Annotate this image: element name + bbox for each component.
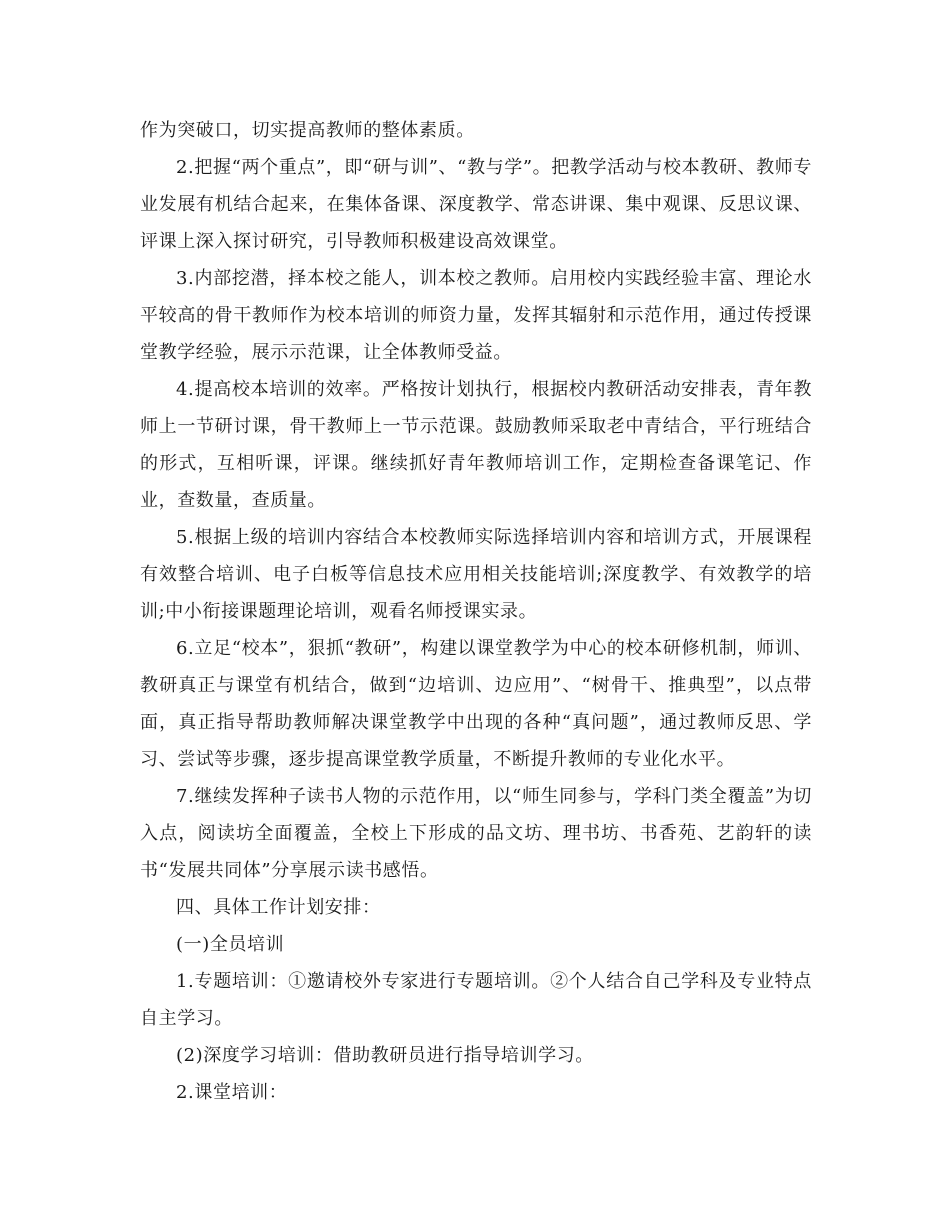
paragraph-item-6: 6.立足“校本”，狠抓“教研”，构建以课堂教学为中心的校本研修机制，师训、教研真正与课堂有机结合，做到“边培训、边应用”、“树骨干、推典型”，以点带面，真正指导帮助教师解决课堂教学中出现的各种“真问题”，通过教师反思、学习、尝试等步骤，逐步提高课堂教学质量，不断提升教师的专业化水平。 [140,638,812,770]
document-body [140,112,812,1111]
paragraph-item-4: 4.提高校本培训的效率。严格按计划执行，根据校内教研活动安排表，青年教师上一节研讨课，骨干教师上一节示范课。鼓励教师采取老中青结合，平行班结合的形式，互相听课，评课。继续抓好青年教师培训工作，定期检查备课笔记、作业，查数量，查质量。 [140,379,812,511]
subsection-heading: (一)全员培训 [176,934,285,955]
paragraph-item-2: 2.把握“两个重点”，即“研与训”、“教与学”。把教学活动与校本教研、教师专业发展有机结合起来，在集体备课、深度教学、常态讲课、集中观课、反思议课、评课上深入探讨研究，引导教师积极建设高效课堂。 [140,157,812,252]
paragraph-item-3: 3.内部挖潜，择本校之能人，训本校之教师。启用校内实践经验丰富、理论水平较高的骨干教师作为校本培训的师资力量，发挥其辐射和示范作用，通过传授课堂教学经验，展示示范课，让全体教师受益。 [140,268,812,363]
paragraph-topic-training: 1.专题培训：①邀请校外专家进行专题培训。②个人结合自己学科及专业特点自主学习。 [140,971,812,1029]
paragraph-classroom-training: 2.课堂培训： [176,1082,288,1103]
paragraph-item-7: 7.继续发挥种子读书人物的示范作用，以“师生同参与，学科门类全覆盖”为切入点，阅读坊全面覆盖，全校上下形成的品文坊、理书坊、书香苑、艺韵轩的读书“发展共同体”分享展示读书感悟。 [140,786,812,881]
paragraph-continuation: 作为突破口，切实提高教师的整体素质。 [140,120,475,141]
section-heading: 四、具体工作计划安排： [176,897,381,918]
paragraph-item-5: 5.根据上级的培训内容结合本校教师实际选择培训内容和培训方式，开展课程有效整合培训、电子白板等信息技术应用相关技能培训;深度教学、有效教学的培训;中小衔接课题理论培训，观看名师授课实录。 [140,527,812,622]
paragraph-deep-learning: (2)深度学习培训：借助教研员进行指导培训学习。 [176,1045,594,1066]
